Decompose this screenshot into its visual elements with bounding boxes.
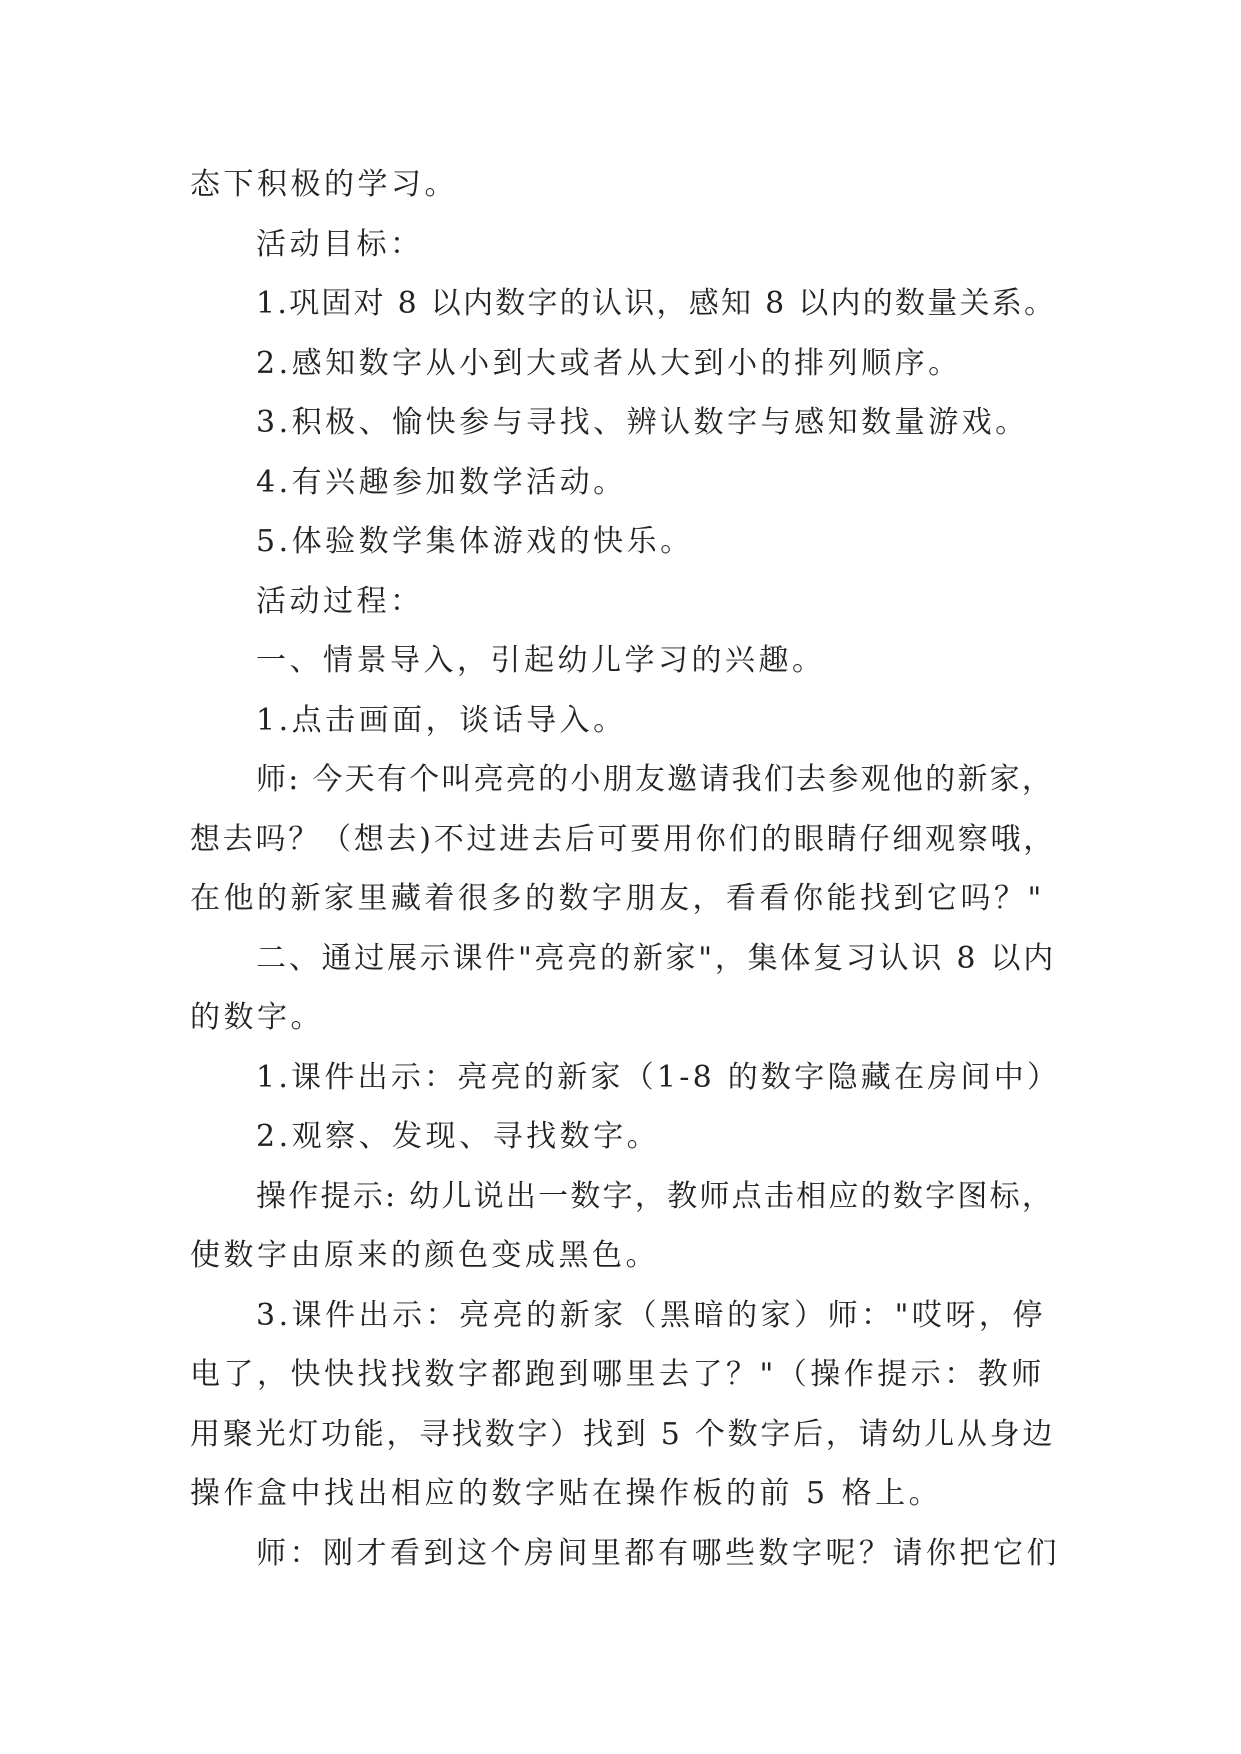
process-substep: 1.课件出示：亮亮的新家（1-8 的数字隐藏在房间中） <box>256 1059 1061 1095</box>
section-heading-goals: 活动目标： <box>256 226 424 262</box>
document-body <box>190 155 1060 1583</box>
goal-item-5: 5.体验数学集体游戏的快乐。 <box>256 524 694 559</box>
section-heading-process: 活动过程： <box>256 583 424 619</box>
paragraph-line: 师：刚才看到这个房间里都有哪些数字呢？请你把它们 <box>256 1535 1060 1571</box>
paragraph-line: 使数字由原来的颜色变成黑色。 <box>190 1238 659 1273</box>
paragraph-line: 在他的新家里藏着很多的数字朋友，看看你能找到它吗？" <box>190 881 1045 916</box>
paragraph-line: 操作提示: 幼儿说出一数字，教师点击相应的数字图标， <box>256 1178 1055 1214</box>
process-substep: 1.点击画面，谈话导入。 <box>256 702 627 738</box>
goal-item-4: 4.有兴趣参加数学活动。 <box>256 464 627 500</box>
process-step-2: 二、通过展示课件"亮亮的新家"，集体复习认识 8 以内 <box>256 940 1057 976</box>
paragraph-line: 电了，快快找找数字都跑到哪里去了？"（操作提示：教师 <box>190 1357 1045 1392</box>
goal-item-3: 3.积极、愉快参与寻找、辨认数字与感知数量游戏。 <box>256 405 1029 440</box>
process-step-1: 一、情景导入，引起幼儿学习的兴趣。 <box>256 643 826 678</box>
paragraph-line: 用聚光灯功能，寻找数字）找到 5 个数字后，请幼儿从身边 <box>190 1416 1056 1452</box>
goal-item-2: 2.感知数字从小到大或者从大到小的排列顺序。 <box>256 345 962 381</box>
goal-item-1: 1.巩固对 8 以内数字的认识，感知 8 以内的数量关系。 <box>256 286 1057 321</box>
process-substep: 3.课件出示：亮亮的新家（黑暗的家）师："哎呀，停 <box>256 1297 1046 1333</box>
paragraph-line: 想去吗？（想去)不过进去后可要用你们的眼睛仔细观察哦， <box>190 821 1056 857</box>
paragraph-line: 的数字。 <box>190 1000 324 1035</box>
process-substep: 2.观察、发现、寻找数字。 <box>256 1119 661 1154</box>
paragraph-line: 操作盒中找出相应的数字贴在操作板的前 5 格上。 <box>190 1476 943 1511</box>
paragraph-line: 师: 今天有个叫亮亮的小朋友邀请我们去参观他的新家， <box>256 762 1055 797</box>
text-line: 态下积极的学习。 <box>190 167 458 202</box>
